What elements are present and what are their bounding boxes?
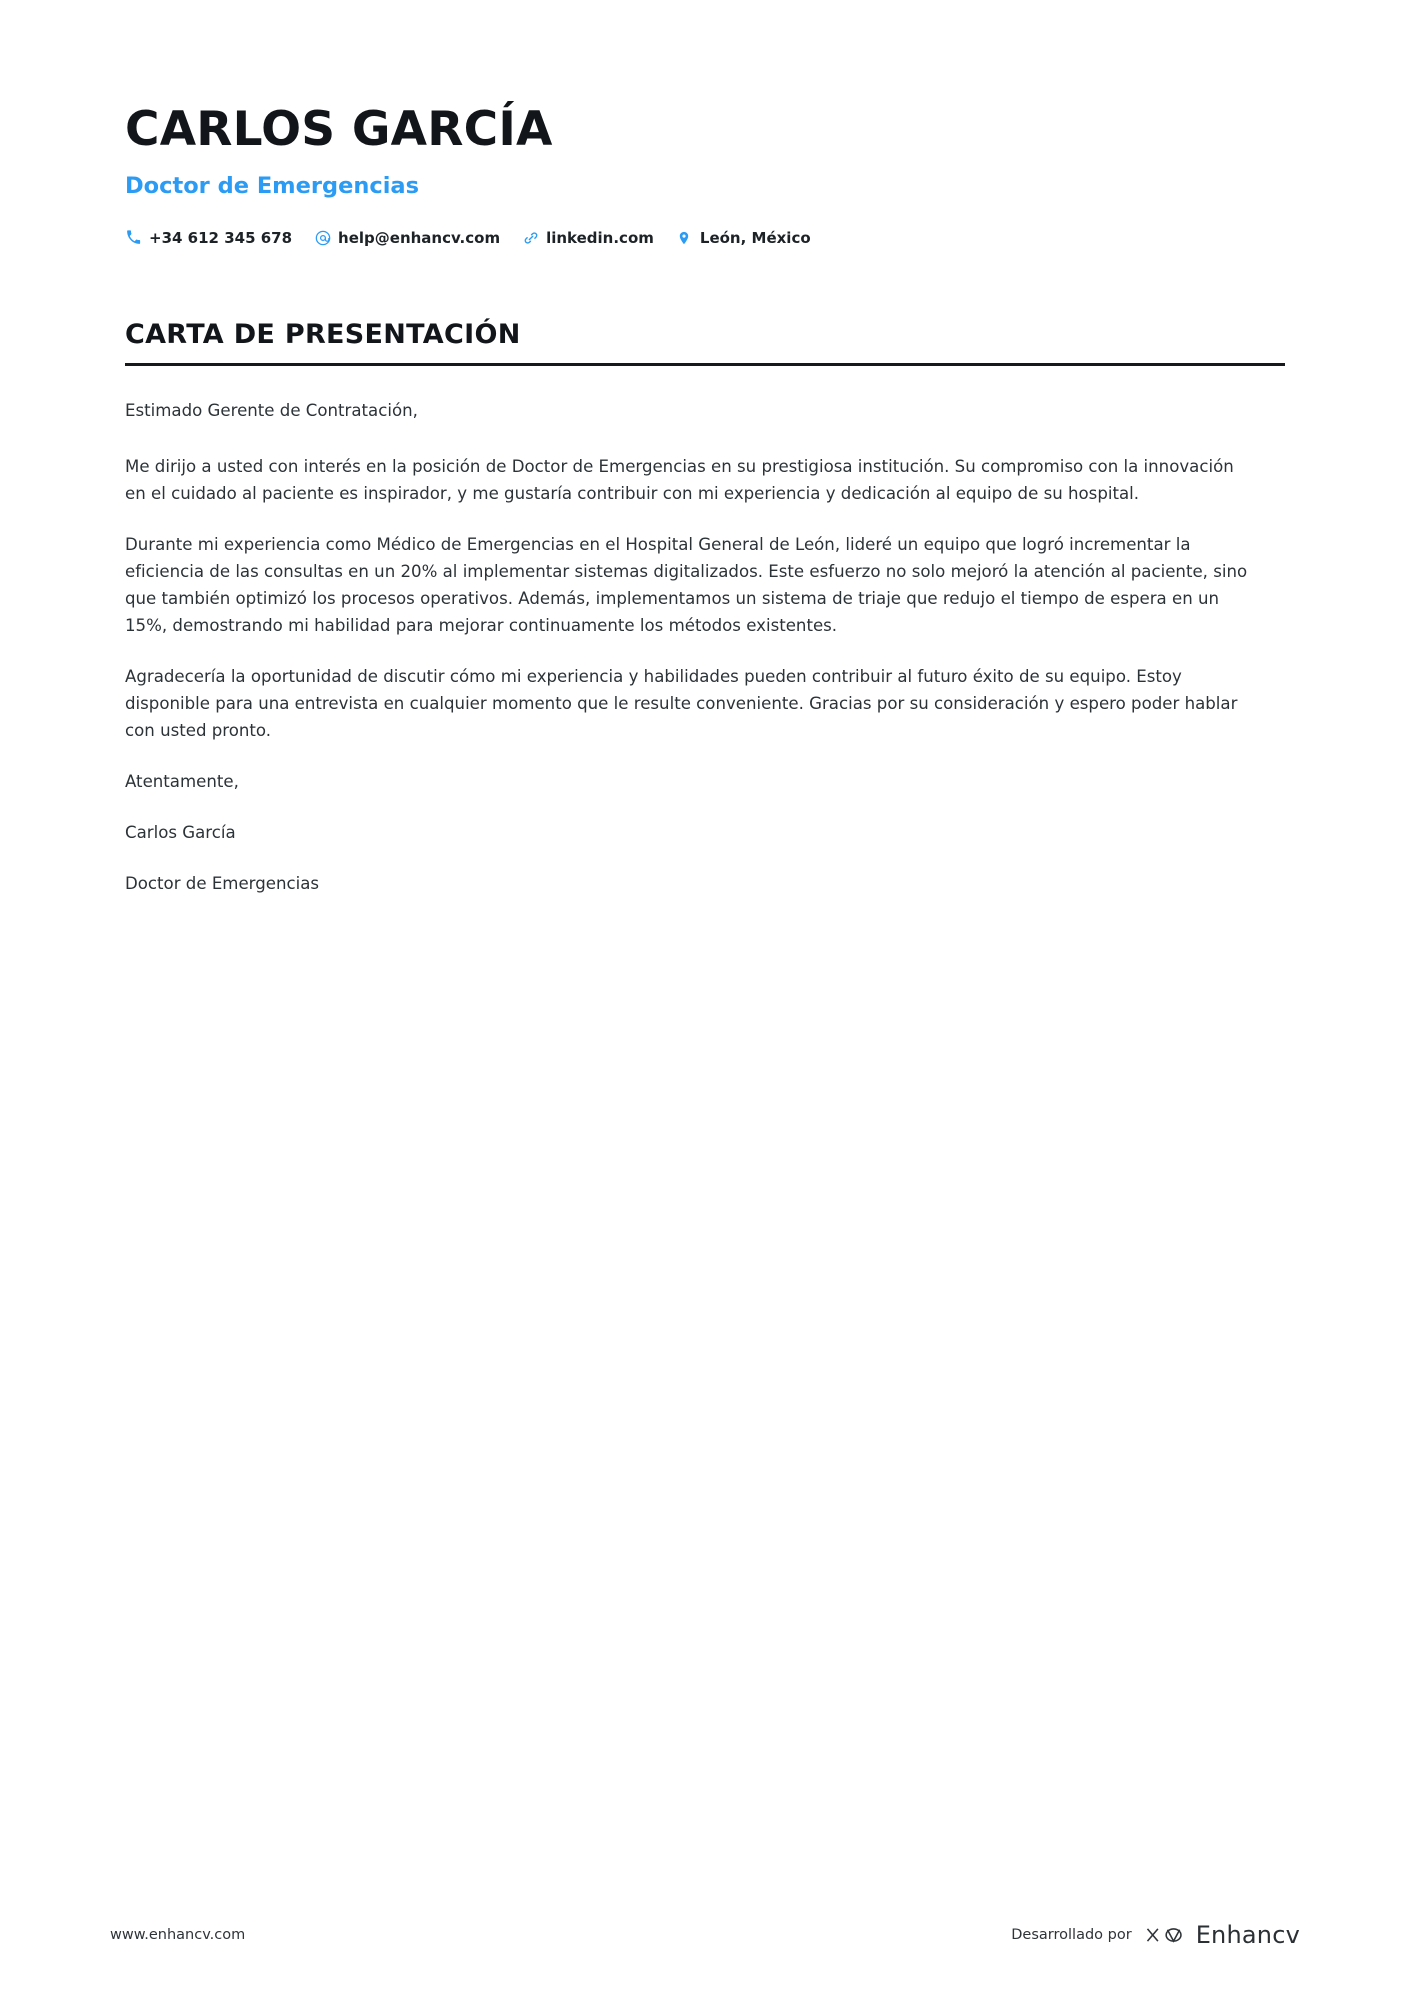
document-footer: [0, 1875, 1410, 1995]
letter-signature-name: Carlos García: [125, 823, 236, 843]
contact-linkedin-label: linkedin.com: [546, 228, 654, 247]
footer-brand: [1011, 1921, 1300, 1949]
cover-letter-section: [125, 319, 1285, 898]
page-title: CARLOS GARCÍA: [125, 102, 553, 157]
footer-brand-name: Enhancv: [1195, 1921, 1300, 1949]
letter-salutation: Estimado Gerente de Contratación,: [125, 400, 418, 420]
letter-paragraph-2: Durante mi experiencia como Médico de Emergencias en el Hospital General de León, lideré un equipo que logró incrementar la eficiencia de las consultas en un 20% al implementar sistemas digitalizados. Este esfuerzo no solo mejoró la atención al paciente, sino que también optimizó los procesos operativos. Además, implementamos un sistema de triaje que redujo el tiempo de espera en un 15%, demostrando mi habilidad para mejorar continuamente los métodos existentes.: [125, 534, 1248, 635]
letter-body: [125, 397, 1285, 898]
footer-website-url[interactable]: www.enhancv.com: [110, 1927, 246, 1943]
letter-paragraph-3: Agradecería la oportunidad de discutir cómo mi experiencia y habilidades pueden contribuir al futuro éxito de su equipo. Estoy disponible para una entrevista en cualquier momento que le resulte conveniente. Gracias por su consideración y espero poder hablar con usted pronto.: [125, 666, 1238, 740]
contact-phone[interactable]: [125, 229, 292, 247]
letter-paragraph-1: Me dirijo a usted con interés en la posición de Doctor de Emergencias en su prestigiosa institución. Su compromiso con la innovación en el cuidado al paciente es inspirador, y me gustaría contribuir con mi experiencia y dedicación al equipo de su hospital.: [125, 456, 1234, 503]
email-icon: [314, 229, 331, 246]
footer-made-by-label: Desarrollado por: [1011, 1927, 1132, 1943]
job-title: Doctor de Emergencias: [125, 172, 419, 199]
phone-icon: [125, 229, 142, 246]
link-icon: [522, 229, 539, 246]
letter-closing: Atentamente,: [125, 771, 239, 791]
letter-signature-title: Doctor de Emergencias: [125, 874, 320, 894]
section-divider: [125, 363, 1285, 366]
section-title: CARTA DE PRESENTACIÓN: [125, 318, 521, 350]
document-header: [125, 0, 1285, 247]
contact-email-label: help@enhancv.com: [338, 228, 501, 247]
contact-location-label: León, México: [699, 228, 811, 247]
contact-linkedin[interactable]: [522, 229, 654, 247]
contact-location: [676, 229, 811, 247]
location-pin-icon: [676, 229, 693, 246]
enhancv-logo-icon: [1144, 1924, 1184, 1946]
contact-row: [125, 229, 1285, 247]
contact-phone-label: +34 612 345 678: [149, 228, 293, 247]
contact-email[interactable]: [314, 229, 500, 247]
